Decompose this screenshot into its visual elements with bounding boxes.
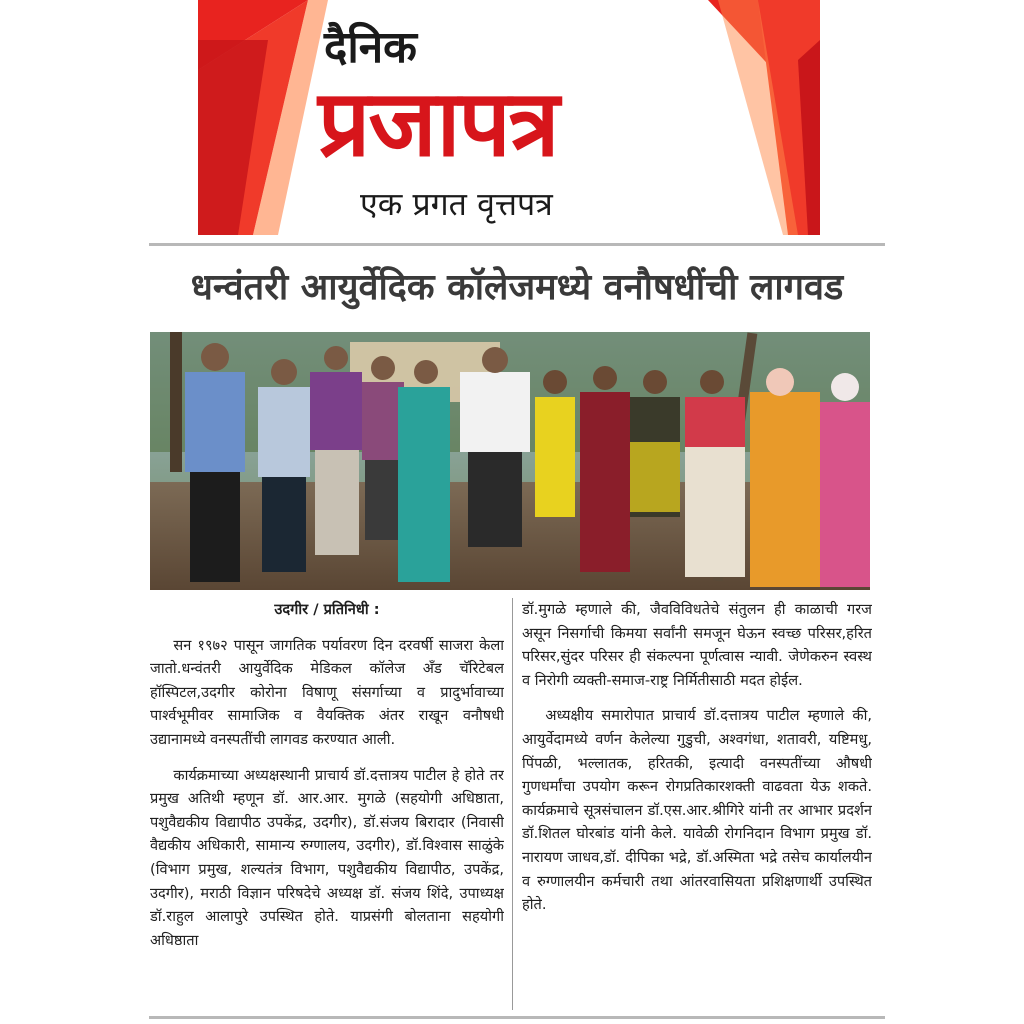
article-headline: धन्वंतरी आयुर्वेदिक कॉलेजमध्ये वनौषधींची लागवड [190,267,844,308]
column-divider [512,598,513,1010]
bottom-rule [149,1016,885,1019]
article-dateline: उदगीर / प्रतिनिधी : [274,601,380,618]
group-photo-illustration [150,332,870,590]
masthead-tagline: एक प्रगत वृत्तपत्र [360,185,553,223]
article-paragraph: सन १९७२ पासून जागतिक पर्यावरण दिन दरवर्षी साजरा केला जातो.धन्वंतरी आयुर्वेदिक मेडिकल कॉलेज अँड चॅरिटेबल हॉस्पिटल,उदगीर कोरोना विषाणू संसर्गाच्या व प्रादुर्भावाच्या पार्श्वभूमीवर सामाजिक व वैयक्तिक अंतर राखून वनौषधी उद्यानामध्ये वनस्पतींची लागवड करण्यात आली. [150,636,504,748]
top-rule [149,243,885,246]
article-paragraph: डॉ.मुगळे म्हणाले की, जैवविविधतेचे संतुलन ही काळाची गरज असून निसर्गाची किमया सर्वांनी समजून घेऊन स्वच्छ परिसर,हरित परिसर,सुंदर परिसर ही संकल्पना पूर्णत्वास न्यावी. जेणेकरुन स्वस्थ व निरोगी व्यक्ती-समाज-राष्ट्र निर्मितीसाठी मदत होईल. [522,601,872,689]
article-column-left [150,598,504,1018]
masthead-title: प्रजापत्र [318,70,558,177]
masthead-small-title: दैनिक [324,22,417,73]
article-photo [150,332,870,590]
newspaper-masthead [198,0,820,235]
article-column-right [522,598,872,1018]
article-paragraph: अध्यक्षीय समारोपात प्राचार्य डॉ.दत्तात्रय पाटील म्हणाले की, आयुर्वेदामध्ये वर्णन केलेल्या गुडुची, अश्वगंधा, शतावरी, यष्टिमधु, पिंपळी, भल्लातक, हरितकी, इत्यादी वनस्पतींच्या औषधी गुणधर्मांचा उपयोग करून रोगप्रतिकारशक्ती वाढवता येऊ शकते. कार्यक्रमाचे सूत्रसंचालन डॉ.एस.आर.श्रीगिरे यांनी तर आभार प्रदर्शन डॉ.शितल घोरबांड यांनी केले. यावेळी रोगनिदान विभाग प्रमुख डॉ. नारायण जाधव,डॉ. दीपिका भद्रे, डॉ.अस्मिता भद्रे तसेच कार्यालयीन व रुग्णालयीन कर्मचारी तथा आंतरवासियता प्रशिक्षणार्थी उपस्थित होते. [522,707,872,914]
article-paragraph: कार्यक्रमाच्या अध्यक्षस्थानी प्राचार्य डॉ.दत्तात्रय पाटील हे होते तर प्रमुख अतिथी म्हणून डॉ. आर.आर. मुगळे (सहयोगी अधिष्ठाता, पशुवैद्यकीय विद्यापीठ उपकेंद्र, उदगीर), डॉ.संजय बिरादार (निवासी वैद्यकीय अधिकारी, सामान्य रुग्णालय, उदगीर), डॉ.विश्वास साळुंके (विभाग प्रमुख, शल्यतंत्र विभाग, पशुवैद्यकीय विद्यापीठ, उपकेंद्र, उदगीर), मराठी विज्ञान परिषदेचे अध्यक्ष डॉ. संजय शिंदे, उपाध्यक्ष डॉ.राहुल आलापुरे उपस्थित होते. याप्रसंगी बोलताना सहयोगी अधिष्ठाता [150,766,504,949]
